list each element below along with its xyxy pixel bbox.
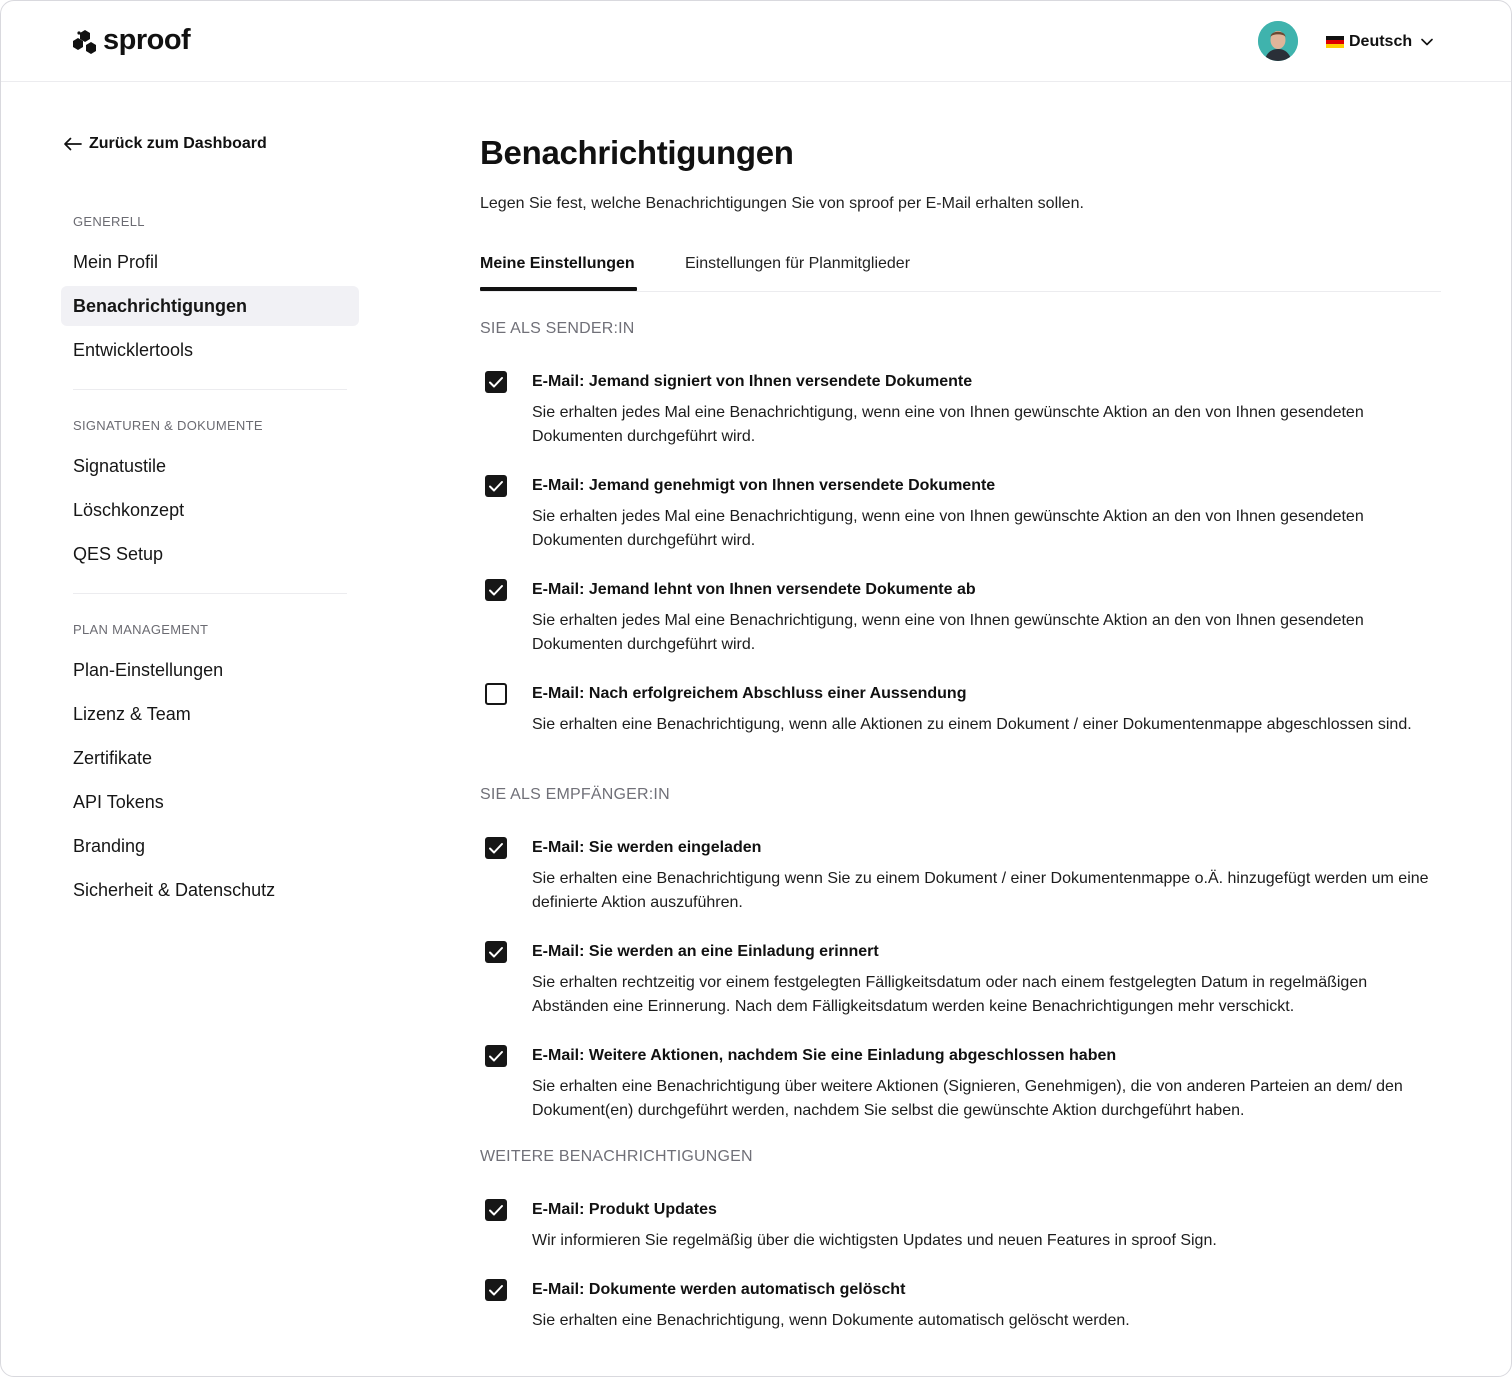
avatar-portrait-icon	[1258, 21, 1298, 61]
section-heading-weitere: WEITERE BENACHRICHTIGUNGEN	[480, 1148, 753, 1165]
sidebar-item-zertifikate[interactable]: Zertifikate	[73, 748, 153, 768]
checkbox[interactable]	[485, 1279, 507, 1301]
option-description: Sie erhalten eine Benachrichtigung, wenn alle Aktionen zu einem Dokument / einer Dokumentenmappe abgeschlossen sind.	[532, 716, 1412, 733]
option-description: Wir informieren Sie regelmäßig über die wichtigsten Updates und neuen Features in sproof Sign.	[532, 1232, 1217, 1249]
sidebar-item-benachrichtigungen[interactable]: Benachrichtigungen	[61, 286, 359, 326]
option-title: E-Mail: Dokumente werden automatisch gelöscht	[532, 1281, 906, 1298]
user-avatar[interactable]	[1258, 21, 1298, 61]
option-title: E-Mail: Jemand signiert von Ihnen versendete Dokumente	[532, 373, 973, 390]
sidebar-divider	[73, 389, 347, 390]
sidebar-heading-plan-management: PLAN MANAGEMENT	[73, 622, 209, 637]
section-heading-empfaenger: SIE ALS EMPFÄNGER:IN	[480, 786, 670, 803]
section-heading-sender: SIE ALS SENDER:IN	[480, 320, 635, 337]
tab-planmitglieder[interactable]: Einstellungen für Planmitglieder	[685, 255, 911, 272]
option-title: E-Mail: Sie werden eingeladen	[532, 839, 762, 856]
page-title: Benachrichtigungen	[480, 134, 794, 171]
checkbox[interactable]	[485, 475, 507, 497]
option-description: Sie erhalten eine Benachrichtigung, wenn Dokumente automatisch gelöscht werden.	[532, 1312, 1130, 1329]
sproof-logo[interactable]	[71, 25, 190, 59]
checkmark-icon	[488, 1049, 504, 1063]
checkmark-icon	[488, 479, 504, 493]
checkmark-icon	[488, 1283, 504, 1297]
sidebar-heading-signaturen: SIGNATUREN & DOKUMENTE	[73, 418, 263, 433]
tab-meine-einstellungen[interactable]: Meine Einstellungen	[480, 255, 635, 272]
hexagon-cluster-logo-icon	[71, 28, 99, 56]
chevron-down-icon	[1421, 38, 1433, 46]
back-label: Zurück zum Dashboard	[89, 135, 267, 152]
checkbox[interactable]	[485, 683, 507, 705]
arrow-left-icon	[63, 137, 82, 151]
option-description: Sie erhalten jedes Mal eine Benachrichtigung, wenn eine von Ihnen gewünschte Aktion an den von Ihnen gesendeten Dokumenten durchgeführt wird.	[532, 404, 1364, 445]
active-tab-indicator	[480, 287, 637, 291]
logo-text: sproof	[103, 23, 191, 56]
checkbox[interactable]	[485, 579, 507, 601]
sidebar-item-qes-setup[interactable]: QES Setup	[73, 544, 164, 564]
checkbox[interactable]	[485, 1199, 507, 1221]
german-flag-icon	[1326, 36, 1344, 48]
option-description: Sie erhalten jedes Mal eine Benachrichtigung, wenn eine von Ihnen gewünschte Aktion an den von Ihnen gesendeten Dokumenten durchgeführt wird.	[532, 612, 1364, 653]
checkmark-icon	[488, 583, 504, 597]
sidebar-item-signatustile[interactable]: Signatustile	[73, 456, 167, 476]
settings-tabs	[480, 241, 1441, 292]
language-label: Deutsch	[1349, 33, 1413, 50]
checkbox[interactable]	[485, 1045, 507, 1067]
checkmark-icon	[488, 1203, 504, 1217]
sidebar-item-plan-einstellungen[interactable]: Plan-Einstellungen	[73, 660, 224, 680]
checkmark-icon	[488, 841, 504, 855]
option-title: E-Mail: Nach erfolgreichem Abschluss einer Aussendung	[532, 685, 967, 702]
sidebar-heading-generell: GENERELL	[73, 214, 145, 229]
sidebar-item-sicherheit-datenschutz[interactable]: Sicherheit & Datenschutz	[73, 880, 276, 900]
option-title: E-Mail: Weitere Aktionen, nachdem Sie eine Einladung abgeschlossen haben	[532, 1047, 1117, 1064]
sidebar-item-entwicklertools[interactable]: Entwicklertools	[73, 340, 194, 360]
option-description: Sie erhalten eine Benachrichtigung wenn Sie zu einem Dokument / einer Dokumentenmappe o.Ä. hinzugefügt werden um eine definierte Aktion auszuführen.	[532, 870, 1429, 911]
sidebar-item-loeschkonzept[interactable]: Löschkonzept	[73, 500, 185, 520]
sidebar-item-mein-profil[interactable]: Mein Profil	[73, 252, 159, 272]
option-title: E-Mail: Jemand genehmigt von Ihnen versendete Dokumente	[532, 477, 996, 494]
checkmark-icon	[488, 375, 504, 389]
sidebar-item-lizenz-team[interactable]: Lizenz & Team	[73, 704, 191, 724]
option-description: Sie erhalten eine Benachrichtigung über weitere Aktionen (Signieren, Genehmigen), die von anderen Parteien an dem/ den Dokument(en) durchgeführt werden, nachdem Sie selbst die gewünschte Aktion durchgeführt haben.	[532, 1078, 1403, 1119]
option-description: Sie erhalten jedes Mal eine Benachrichtigung, wenn eine von Ihnen gewünschte Aktion an den von Ihnen gesendeten Dokumenten durchgeführt wird.	[532, 508, 1364, 549]
option-description: Sie erhalten rechtzeitig vor einem festgelegten Fälligkeitsdatum oder nach einem festgelegten Datum in regelmäßigen Abständen eine Erinnerung. Nach dem Fälligkeitsdatum werden keine Benachrichtigungen mehr verschickt.	[532, 974, 1368, 1015]
option-title: E-Mail: Jemand lehnt von Ihnen versendete Dokumente ab	[532, 581, 976, 598]
option-title: E-Mail: Sie werden an eine Einladung erinnert	[532, 943, 879, 960]
checkmark-icon	[488, 945, 504, 959]
page-subtitle: Legen Sie fest, welche Benachrichtigungen Sie von sproof per E-Mail erhalten sollen.	[480, 195, 1084, 212]
checkbox[interactable]	[485, 941, 507, 963]
top-bar	[1, 1, 1511, 82]
sidebar-item-branding[interactable]: Branding	[73, 836, 146, 856]
option-title: E-Mail: Produkt Updates	[532, 1201, 717, 1218]
sidebar-item-api-tokens[interactable]: API Tokens	[73, 792, 164, 812]
back-to-dashboard-link[interactable]	[63, 135, 267, 153]
checkbox[interactable]	[485, 371, 507, 393]
sidebar-divider	[73, 593, 347, 594]
checkbox[interactable]	[485, 837, 507, 859]
language-selector[interactable]	[1326, 31, 1433, 53]
